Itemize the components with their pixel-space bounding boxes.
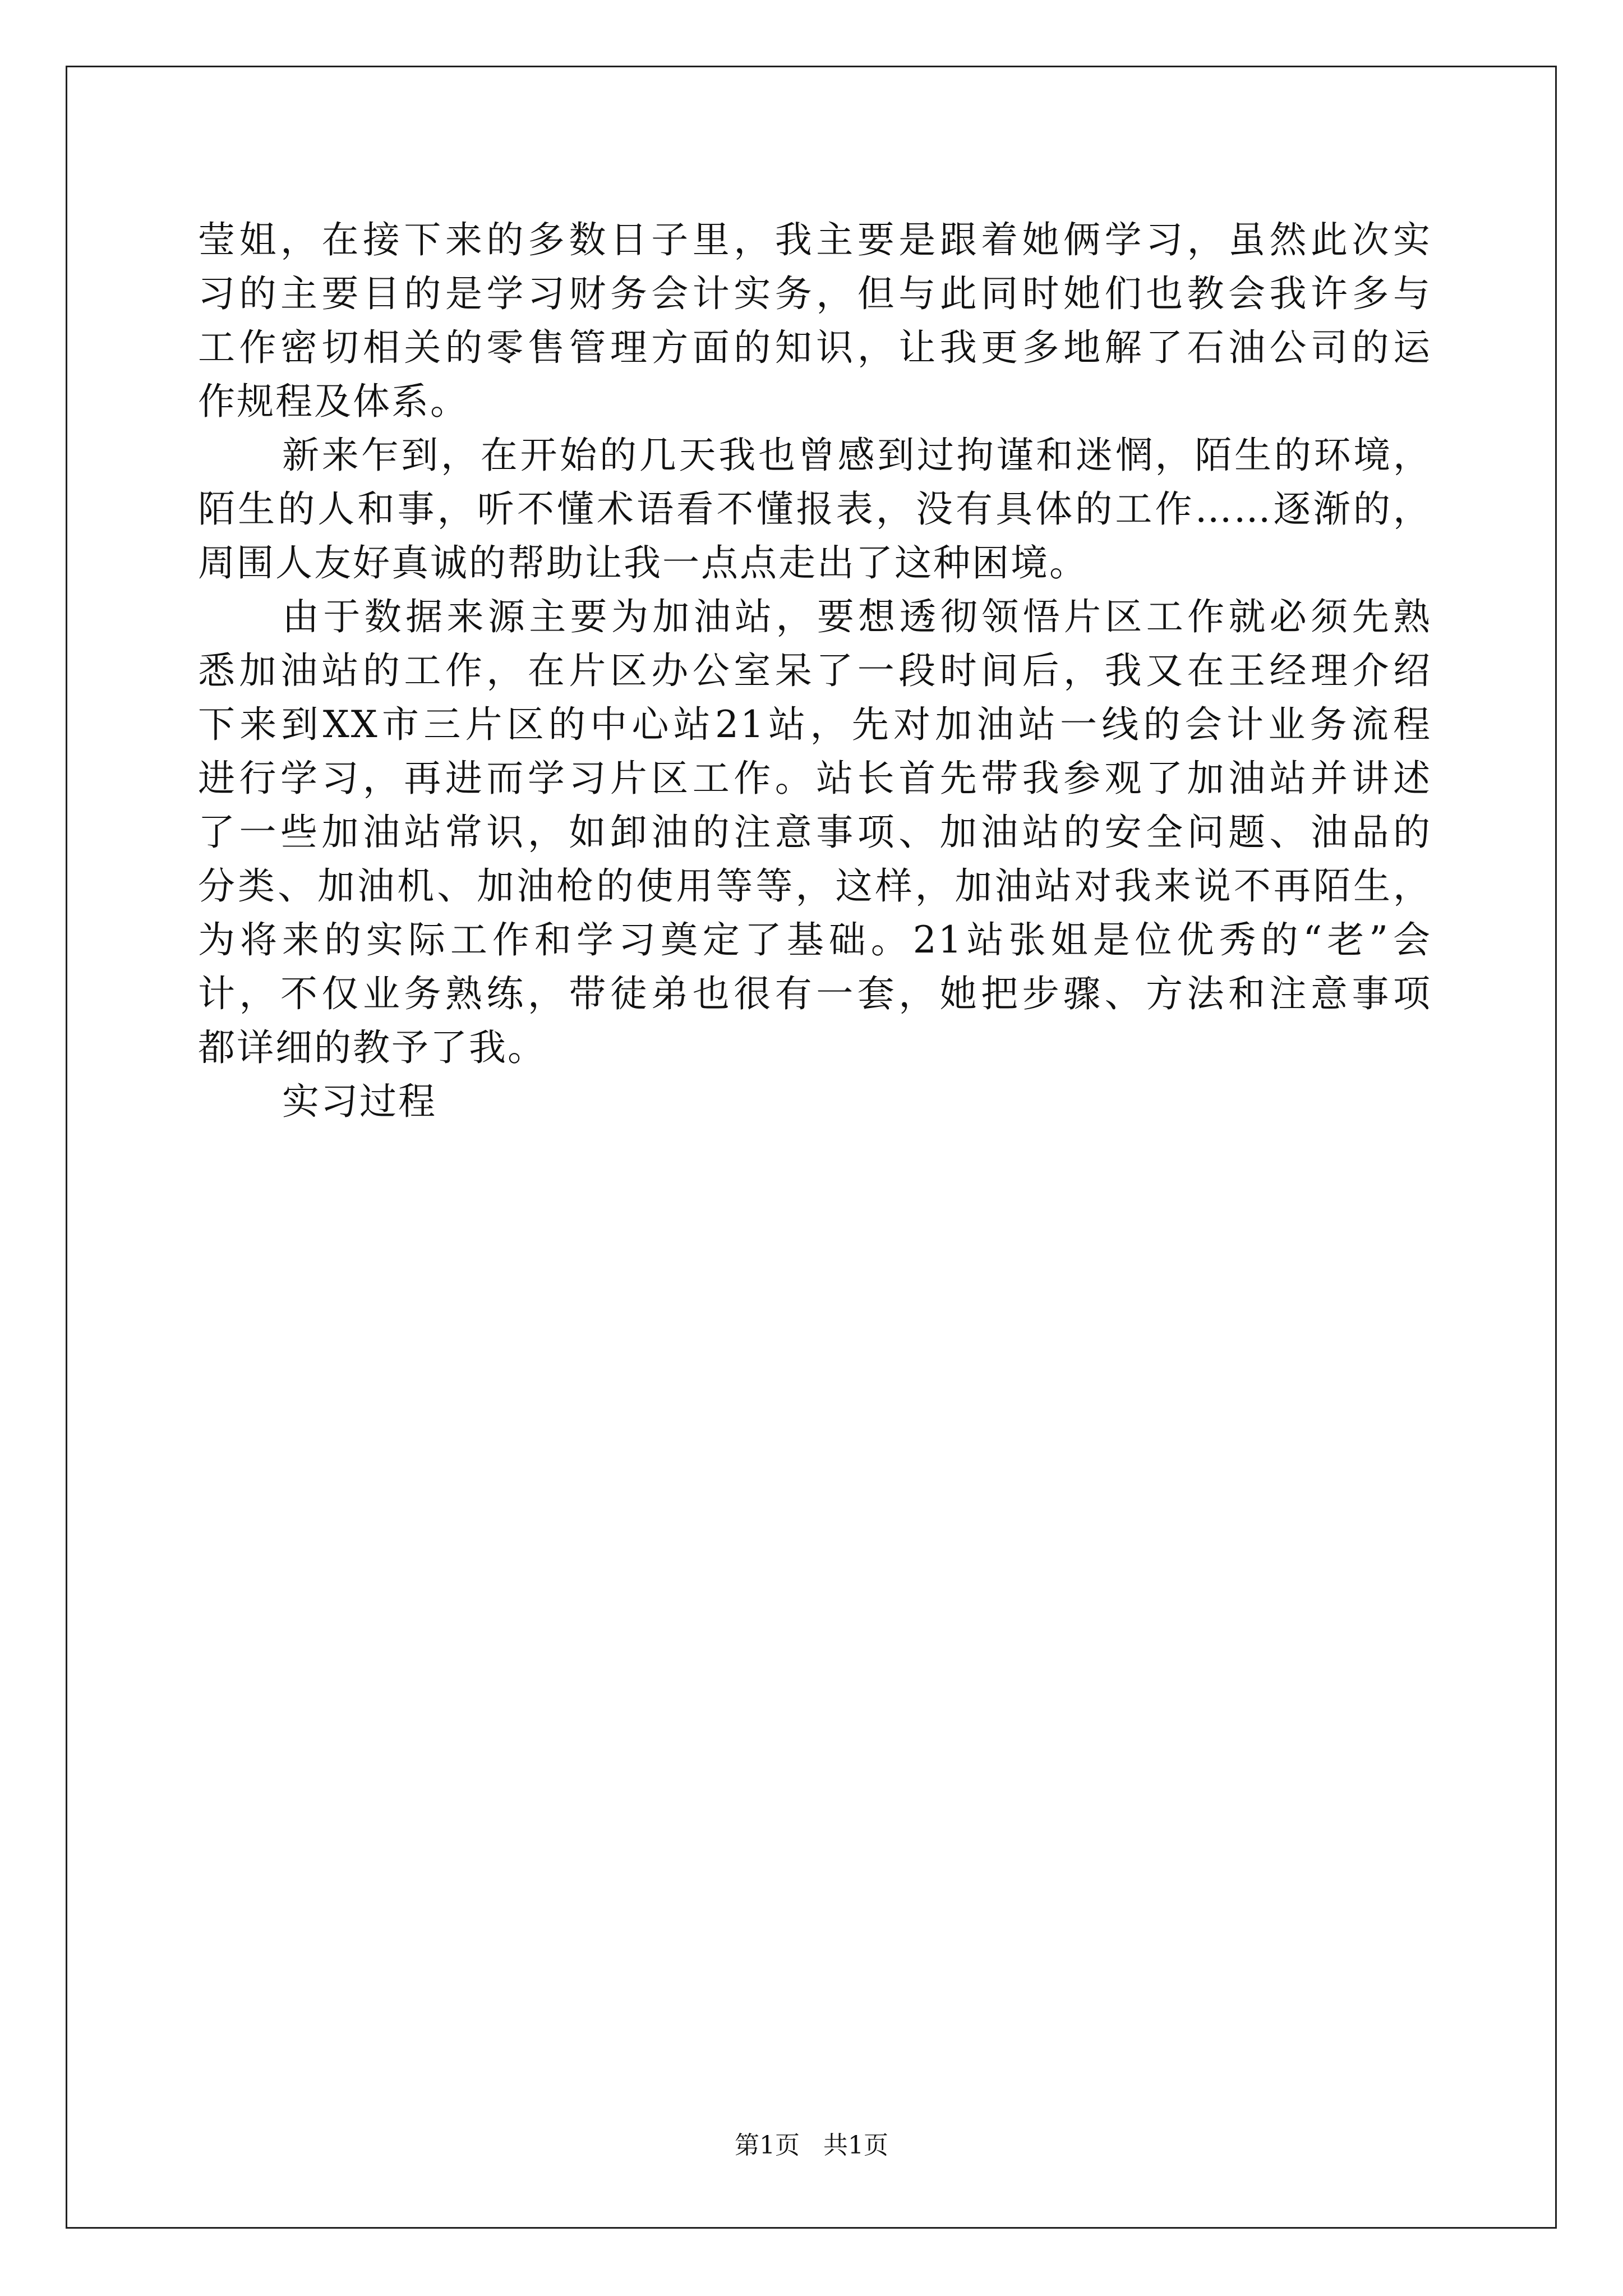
text-line: 新来乍到，在开始的几天我也曾感到过拘谨和迷惘，陌生的环境， [282, 434, 1432, 477]
text-line: 作规程及体系。 [198, 380, 469, 423]
text-line: 了一些加油站常识，如卸油的注意事项、加油站的安全问题、油品的 [198, 811, 1432, 854]
text-line: 周围人友好真诚的帮助让我一点点走出了这种困境。 [198, 541, 1088, 585]
text-line: 都详细的教予了我。 [198, 1026, 546, 1069]
text-line: 工作密切相关的零售管理方面的知识，让我更多地解了石油公司的运 [198, 326, 1432, 369]
text-line: 分类、加油机、加油枪的使用等等，这样，加油站对我来说不再陌生， [198, 864, 1432, 908]
text-line: 由于数据来源主要为加油站，要想透彻领悟片区工作就必须先熟 [282, 595, 1432, 638]
page-footer: 第1页 共1页 [735, 2131, 888, 2160]
text-line: 为将来的实际工作和学习奠定了基础。21站张姐是位优秀的“老”会 [198, 918, 1432, 961]
text-line: 悉加油站的工作，在片区办公室呆了一段时间后，我又在王经理介绍 [198, 649, 1432, 692]
text-line: 习的主要目的是学习财务会计实务，但与此同时她们也教会我许多与 [198, 272, 1432, 315]
text-line: 陌生的人和事，听不懂术语看不懂报表，没有具体的工作……逐渐的， [198, 487, 1432, 531]
text-line: 下来到XX市三片区的中心站21站，先对加油站一线的会计业务流程 [198, 703, 1432, 746]
text-line: 进行学习，再进而学习片区工作。站长首先带我参观了加油站并讲述 [198, 757, 1432, 800]
text-line: 计，不仅业务熟练，带徒弟也很有一套，她把步骤、方法和注意事项 [198, 972, 1432, 1015]
text-line: 莹姐，在接下来的多数日子里，我主要是跟着她俩学习，虽然此次实 [198, 218, 1432, 261]
section-heading: 实习过程 [282, 1080, 437, 1123]
